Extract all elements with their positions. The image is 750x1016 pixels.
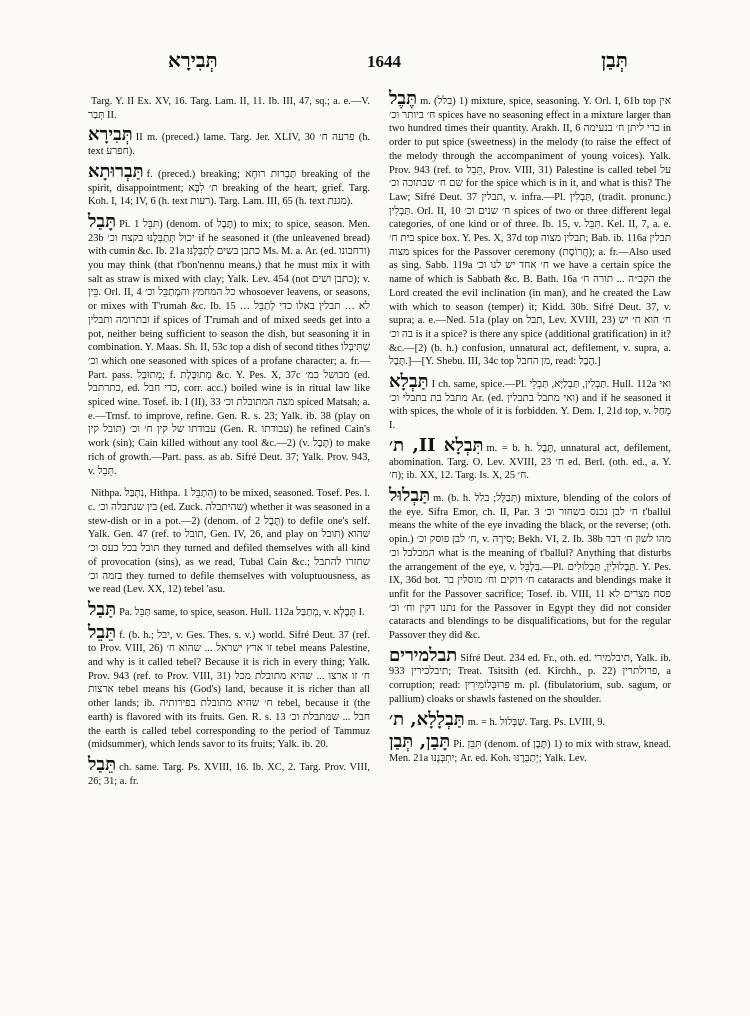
dictionary-entry	[88, 621, 370, 752]
running-head	[88, 50, 680, 80]
entry-text: m. = h. שַׁבְּלוּל. Targ. Ps. LVIII, 9.	[467, 716, 605, 728]
dictionary-entry	[88, 482, 370, 597]
entry-headword: תֶּבֶל	[389, 88, 418, 109]
dictionary-entry	[389, 90, 671, 369]
entry-headword: תבלמירים	[389, 644, 458, 666]
entry-headword: תְּבִירָא	[88, 124, 133, 146]
dictionary-entry	[88, 160, 370, 209]
running-head-left-word: תְּבִירָא	[168, 50, 218, 72]
entry-headword: תַּבְלוּל	[389, 484, 431, 506]
entry-text: m. = b. h. תֶּבֶל, unnatural act, defilement, abomination. Targ. O. Lev. XVIII, 23 ח׳ ed. Berl. (oth. ed., a. Y. ח׳); ib. XX, 12. Targ. Is. X, 25 ח׳.	[389, 442, 672, 482]
entry-text: Pi. תִּבֵּן (denom. of תֶּבֶן) 1) to mix with straw, knead. Men. 21a יִתְבְּנֶנּוּ; Ar. ed. Koh. יְתַבְּרֶנּוּ; Yalk. Lev.	[389, 739, 671, 764]
entry-headword: תַּבְרוּתָא	[88, 160, 144, 182]
dictionary-entry	[88, 210, 371, 478]
dictionary-entry	[389, 644, 672, 707]
entry-headword: תַּבְלָא	[389, 371, 429, 393]
page-number: 1644	[367, 52, 401, 71]
entry-text: Pi. תִּבֵּל 1) (denom. of תֶּבֶל) to mix; to spice, season. Men. 23b יכול תְּתַבְּלֶנּוּ בקצח וכ׳ if he seasoned it (the unleavened bread) with cumin &c. Ib. 21a כתבן בשים לְתַבְּלֶנּוּ Ms. M. a. Ar. (ed. ורחבונו) you may think (that t'bon'nennu means,) that he must mix it with salt as straw is mixed with clay; Yalk. Lev. 454 (not כתבן ושים); v. בֵּין. Orl. II, 4 כל המחמץ והמְתַבֵּל וכ׳ whosoever leavens, or seasons, or mixes with T'rumah &c. Ib. 15 לא … תבלין באלו כדי לְתַבֵּל … ובתרומה ותבלין if spices of T'rumah and of mixed seeds get into a pot, neither being sufficient to season the dish, but seasoning it in combination. Y. Maas. Sh. II, 53c top a dish of second tithes שֶׁתִּיבְּלוֹ וכ׳ which one seasoned with spices of a profane character; a. fr.—Part. pass. מְתוּבָּל; f. מְתוּבֶּלֶת &c. Y. Pes. X, 37c מבושל כמ׳ (ed. כתרתבל, ed. כדי חבל, corr. acc.) boiled wine is in ritual law like spiced wine. Tosef. ib. I (II), 33 מצה המתובלת וכ׳ spiced Matsah; a. e.—Trnsf. to improve, refine. Gen. R. s. 23; Yalk. ib. 38 (play on תובל קין) עבודתו של קין ח׳ וכ׳ (Gen. R. עבודתו) he refined Cain's work (sin); Cain killed without any tool &c.—2) (v. תֶּבֶל) to make rich of growth.—Part. pass. as ab. Sifré Deut. 37; Yalk. Prov. 943, v. תֵּבֵל.	[88, 218, 371, 477]
entry-text: m. (בלל) 1) mixture, spice, seasoning. Y. Orl. I, 61b top אין ח׳ ביותר וכ׳ spices have no seasoning effect in a mixture larger than two hundred times their quantity. Arakh. II, 6 כדי ליתן ח׳ בנעימה in order to put spice (sweetness) in the melody (to raise the effect of the melody through the accompaniment of young voices). Yalk. Prov. 943 (ref. to תֵּבֵל, Prov. VIII, 31) Palestine is called tebel על שם ח׳ שבתוכה וכ׳ for the spice which is in it, and what is this? The Law; Sifré Deut. 37 תבלין, v. infra.—Pl. תַּבְלִין, (tradit. pronunc.) תַּבְלִין. Orl. II, 10 ח׳ שנים וכ׳ spices of two or three different legal categories, of one kind or of three. Ib. 15, v. תִּבֵּל. Kel. II, 7, a. e. בית ח׳ spice box. Y. Pes. X, 37d top תבלין מצוה; Bab. ib. 116a תבלין מצוה spices for the Passover ceremony (חֲרוֹסֶת); a. fr.—Also used as sing. Sabb. 119a ח׳ אחד יש לנו וכ׳ we have a certain spice the name of which is Sabbath &c. B. Bath. 16a הקב״ה ... תורה ח׳ the Lord created the evil inclination (in man), and he created the Law with which to season (temper) it; Kidd. 30b. Sifré Deut. 37, v. supra; a. e.—Ned. 51a (play on תבל, Lev. XVIII, 23) ח׳ הוא ח׳ יש בה וכ׳ is it a spice? is there any spice (additional gratification) in it? &c.—[2) (b. h.) confusion, unnatural act, defilement, v. supra, a. תֶּבֶל.]—[Y. Shebu. III, 34c top מן החבל, read: הֶבֶל.]	[389, 96, 672, 368]
dictionary-entry	[389, 434, 672, 483]
dictionary-entry	[389, 373, 671, 433]
entry-text: II m. (preced.) lame. Targ. Jer. XLIV, 30 פרעה ח׳ (h. text חפרע).	[88, 132, 370, 158]
left-column	[88, 90, 370, 792]
dictionary-entry	[389, 733, 671, 765]
entry-text: ch. same. Targ. Ps. XVIII, 16. Ib. XC, 2. Targ. Prov. VIII, 26; 31; a. fr.	[88, 761, 370, 787]
right-column	[389, 90, 671, 770]
entry-text: Sifré Deut. 234 ed. Fr., oth. ed. תיבלמירי, Yalk. ib. 933 תיבלכירין; Treat. Tsitsith (ed. Kirchh., p. 22) פרולתרין, a corruption; read: פִּרוּבְּלוֹמִירִין m. pl. (fibulatorium, sub. sagum, or pallium) cloaks or shawls fastened on the shoulder.	[389, 652, 672, 705]
dictionary-entry	[88, 126, 370, 158]
entry-headword: תַּבְלָלָא, ת׳	[389, 708, 465, 730]
entry-headword: תֵּבַל	[88, 753, 117, 775]
entry-headword: תִּבְלָא II, ת׳	[389, 434, 484, 456]
running-head-right-word: תְּבַן	[601, 50, 628, 72]
dictionary-entry	[389, 484, 672, 643]
entry-text: Targ. Y. II Ex. XV, 16. Targ. Lam. II, 11. Ib. III, 47, sq.; a. e.—V. תְּבַר II.	[88, 96, 370, 121]
dictionary-entry	[88, 753, 370, 788]
entry-text: f. (b. h.; יבל, v. Ges. Thes. s. v.) world. Sifré Deut. 37 (ref. to Prov. VIII, 26) זו ארץ ישראל ... שהוא ח׳ tebel means Palestine, and why is it called tebel? Because it is rich in every thing; Yalk. Prov. 943 (ref. to Prov. VIII, 31) ח׳ זו ארצו ... שהיא מתובלת מכל ארצות tebel means his (God's) land, because it is richer than all other lands; ib. ח׳ שהיא מתובלת בפירותיה tebel, because it (the earth) is flavored with its fruits. Gen. R. s. 13 חבל ... שמתבלת וכ׳ the earth is called tebel corresponding to the period of Tammuz (midsummer), which lends savor to its fruits; Yalk. ib. 20.	[88, 629, 370, 751]
dictionary-entry	[88, 598, 370, 620]
entry-text: m. (b. h. תְּבַלֻּל; בלל) mixture, blending of the colors of the eye. Sifra Emor, ch. II, Par. 3 ח׳ לבן נכנס בשחור וכ׳ t'ballul means the white of the eye invading the black, or the reverse; (oth. opin.) ח׳ לבן פוסק וכ׳, v. סִירָה; Bekh. VI, 2. Ib. 38b מהו לשון ח׳ דבר המבלבל וכ׳ what is the meaning of t'ballul? Anything that disturbs the arrangement of the eye, v. בִּלְבֵּל.—Pl. תַּבְלוּלִין, תַּבְלוּלִים. Y. Pes. IX, 36d bot. ח׳ דוקים וח׳ מוסלין בר cataracts and blendings make it unfit for the Passover sacrifice; Tosef. ib. VIII, 11 פסח מצרים לא נתנו דקין וח׳ וכ׳ for the Passover in Egypt they did not consider cataracts and blendings to be disqualifications, but for the regular Passover they did &c.	[389, 492, 672, 642]
entry-headword: תֵּבֵל	[88, 621, 117, 643]
dictionary-entry	[389, 708, 671, 730]
entry-text: Pa. תַּבֵּל same, to spice, season. Hull. 112a מְתַבַּל, v. תְּבָלְא I.	[119, 606, 365, 618]
dictionary-entry	[88, 90, 370, 122]
entry-text: I ch. same, spice.—Pl. תַּבְלִין, תַּבְלַיָּא, תַּבְלֵי. Hull. 112a ואי מתבל בת בתבלי וכ׳ Ar. (ed. ואי מתבל בתבלין) and if he seasoned it with spices, the whole of it is forbidden. Y. Dem. I, 21d top, v. מְחַל I.	[389, 379, 671, 432]
entry-text: Nithpa. נִתְבַּל, Hithpa. הִתַבֵּל 1) to be mixed, seasoned. Tosef. Pes. l. c. בין שנתבלה וכ׳ (ed. Zuck. שהיתבלה) whether it was seasoned in a stew-dish or in a pot.—2) (denom. of תֶּבֶל 2) to defile one's self. Yalk. Gen. 47 (ref. to תובל, Gen. IV, 26, and play on תובל) שהוא תובל בכל כעס וכ׳ they turned and defiled themselves with all kind of provocation (sins), as we read, Tubal Cain &c.; שחזרו להתבל בזמה וכ׳ they turned to defile themselves with voluptuousness, as we read (Lev. XX, 12) tebel 'asu.	[88, 488, 370, 596]
entry-headword: תָּבַל	[88, 210, 117, 232]
entry-headword: תָּבַן, תְּבַן	[389, 731, 451, 753]
entry-headword: תַּבַל	[88, 598, 117, 620]
entry-text: f. (preced.) breaking; תַּבְרוּת רוּחָא breaking of the spirit, disappointment; ת׳ לִבָּא breaking of the heart, grief. Targ. Koh. I, 14; IV, 6 (h. text רעות). Targ. Lam. III, 65 (h. text מגנת).	[88, 168, 370, 208]
